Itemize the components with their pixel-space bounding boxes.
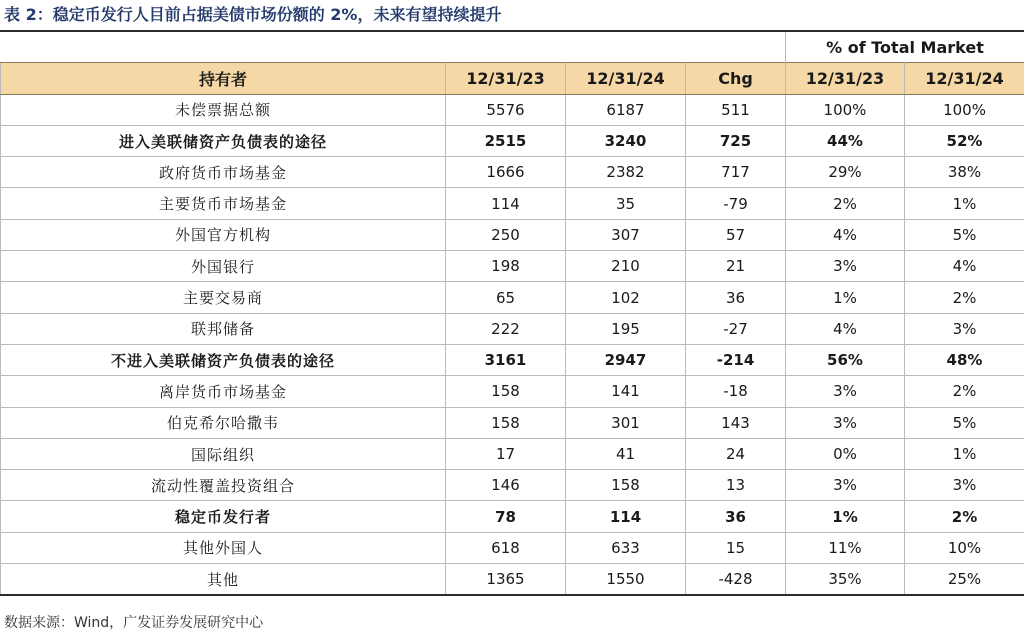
holder-cell: 联邦储备: [1, 313, 446, 344]
holder-cell: 未偿票据总额: [1, 94, 446, 125]
value-2023-cell: 2515: [446, 125, 566, 156]
value-2023-cell: 618: [446, 532, 566, 563]
holder-cell: 主要交易商: [1, 282, 446, 313]
pct-2023-cell: 0%: [786, 438, 905, 469]
pct-2024-cell: 10%: [905, 532, 1024, 563]
change-cell: 143: [686, 407, 786, 438]
pct-2023-cell: 100%: [786, 94, 905, 125]
value-2024-cell: 102: [566, 282, 686, 313]
value-2024-cell: 633: [566, 532, 686, 563]
holder-cell: 国际组织: [1, 438, 446, 469]
pct-2024-cell: 5%: [905, 219, 1024, 250]
table-row: [1, 438, 1024, 469]
value-2023-cell: 114: [446, 188, 566, 219]
pct-2024-cell: 52%: [905, 125, 1024, 156]
holder-cell: 外国官方机构: [1, 219, 446, 250]
pct-2024-cell: 2%: [905, 282, 1024, 313]
value-2023-cell: 222: [446, 313, 566, 344]
holder-cell: 主要货币市场基金: [1, 188, 446, 219]
change-cell: 15: [686, 532, 786, 563]
pct-total-market-header: % of Total Market: [786, 32, 1024, 63]
holder-cell: 进入美联储资产负债表的途径: [1, 125, 446, 156]
col-header-pct-2024: 12/31/24: [905, 63, 1024, 94]
change-cell: -79: [686, 188, 786, 219]
value-2024-cell: 35: [566, 188, 686, 219]
change-cell: 717: [686, 157, 786, 188]
table-row: [1, 376, 1024, 407]
table-row: [1, 501, 1024, 532]
value-2024-cell: 141: [566, 376, 686, 407]
value-2024-cell: 114: [566, 501, 686, 532]
change-cell: 36: [686, 282, 786, 313]
pct-2024-cell: 5%: [905, 407, 1024, 438]
holder-cell: 稳定币发行者: [1, 501, 446, 532]
table-row: [1, 564, 1024, 596]
pct-2024-cell: 3%: [905, 470, 1024, 501]
holder-cell: 伯克希尔哈撒韦: [1, 407, 446, 438]
col-header-chg: Chg: [686, 63, 786, 94]
pct-2023-cell: 44%: [786, 125, 905, 156]
pct-2023-cell: 3%: [786, 407, 905, 438]
pct-2024-cell: 25%: [905, 564, 1024, 596]
change-cell: -214: [686, 344, 786, 375]
value-2024-cell: 2947: [566, 344, 686, 375]
table-row: [1, 251, 1024, 282]
table-row: [1, 407, 1024, 438]
value-2024-cell: 41: [566, 438, 686, 469]
value-2023-cell: 17: [446, 438, 566, 469]
table-row: [1, 219, 1024, 250]
pct-2023-cell: 1%: [786, 282, 905, 313]
value-2023-cell: 78: [446, 501, 566, 532]
column-header-row: [1, 63, 1024, 94]
pct-2024-cell: 48%: [905, 344, 1024, 375]
pct-2023-cell: 29%: [786, 157, 905, 188]
super-header-row: [1, 32, 1024, 63]
value-2023-cell: 158: [446, 407, 566, 438]
table-row: [1, 157, 1024, 188]
value-2023-cell: 5576: [446, 94, 566, 125]
change-cell: 57: [686, 219, 786, 250]
table-row: [1, 94, 1024, 125]
col-header-holder: 持有者: [1, 63, 446, 94]
change-cell: -27: [686, 313, 786, 344]
pct-2023-cell: 2%: [786, 188, 905, 219]
change-cell: 13: [686, 470, 786, 501]
table-row: [1, 313, 1024, 344]
table-row: [1, 344, 1024, 375]
value-2023-cell: 158: [446, 376, 566, 407]
table-row: [1, 125, 1024, 156]
pct-2023-cell: 11%: [786, 532, 905, 563]
pct-2024-cell: 3%: [905, 313, 1024, 344]
pct-2024-cell: 2%: [905, 376, 1024, 407]
pct-2023-cell: 4%: [786, 313, 905, 344]
holder-cell: 离岸货币市场基金: [1, 376, 446, 407]
change-cell: -18: [686, 376, 786, 407]
change-cell: 21: [686, 251, 786, 282]
pct-2024-cell: 1%: [905, 438, 1024, 469]
pct-2024-cell: 38%: [905, 157, 1024, 188]
table-title: 表 2：稳定币发行人目前占据美债市场份额的 2%，未来有望持续提升: [4, 5, 502, 24]
value-2024-cell: 3240: [566, 125, 686, 156]
holder-cell: 流动性覆盖投资组合: [1, 470, 446, 501]
pct-2024-cell: 2%: [905, 501, 1024, 532]
value-2024-cell: 6187: [566, 94, 686, 125]
value-2024-cell: 1550: [566, 564, 686, 596]
value-2024-cell: 158: [566, 470, 686, 501]
value-2024-cell: 2382: [566, 157, 686, 188]
table-row: [1, 188, 1024, 219]
pct-2023-cell: 1%: [786, 501, 905, 532]
table-row: [1, 282, 1024, 313]
table-row: [1, 532, 1024, 563]
holder-cell: 政府货币市场基金: [1, 157, 446, 188]
value-2023-cell: 1666: [446, 157, 566, 188]
holders-table: [0, 32, 1024, 596]
pct-2023-cell: 3%: [786, 470, 905, 501]
value-2024-cell: 307: [566, 219, 686, 250]
col-header-pct-2023: 12/31/23: [786, 63, 905, 94]
value-2023-cell: 3161: [446, 344, 566, 375]
value-2023-cell: 198: [446, 251, 566, 282]
col-header-2023: 12/31/23: [446, 63, 566, 94]
holder-cell: 其他: [1, 564, 446, 596]
table-row: [1, 470, 1024, 501]
value-2023-cell: 1365: [446, 564, 566, 596]
pct-2023-cell: 35%: [786, 564, 905, 596]
pct-2023-cell: 3%: [786, 376, 905, 407]
pct-2024-cell: 4%: [905, 251, 1024, 282]
holder-cell: 不进入美联储资产负债表的途径: [1, 344, 446, 375]
pct-2024-cell: 1%: [905, 188, 1024, 219]
change-cell: 511: [686, 94, 786, 125]
source-footnote: 数据来源：Wind，广发证券发展研究中心: [4, 615, 264, 631]
value-2024-cell: 195: [566, 313, 686, 344]
value-2023-cell: 250: [446, 219, 566, 250]
pct-2023-cell: 3%: [786, 251, 905, 282]
change-cell: -428: [686, 564, 786, 596]
holder-cell: 其他外国人: [1, 532, 446, 563]
pct-2024-cell: 100%: [905, 94, 1024, 125]
value-2023-cell: 146: [446, 470, 566, 501]
change-cell: 36: [686, 501, 786, 532]
pct-2023-cell: 4%: [786, 219, 905, 250]
change-cell: 725: [686, 125, 786, 156]
col-header-2024: 12/31/24: [566, 63, 686, 94]
value-2023-cell: 65: [446, 282, 566, 313]
value-2024-cell: 210: [566, 251, 686, 282]
change-cell: 24: [686, 438, 786, 469]
pct-2023-cell: 56%: [786, 344, 905, 375]
holder-cell: 外国银行: [1, 251, 446, 282]
value-2024-cell: 301: [566, 407, 686, 438]
